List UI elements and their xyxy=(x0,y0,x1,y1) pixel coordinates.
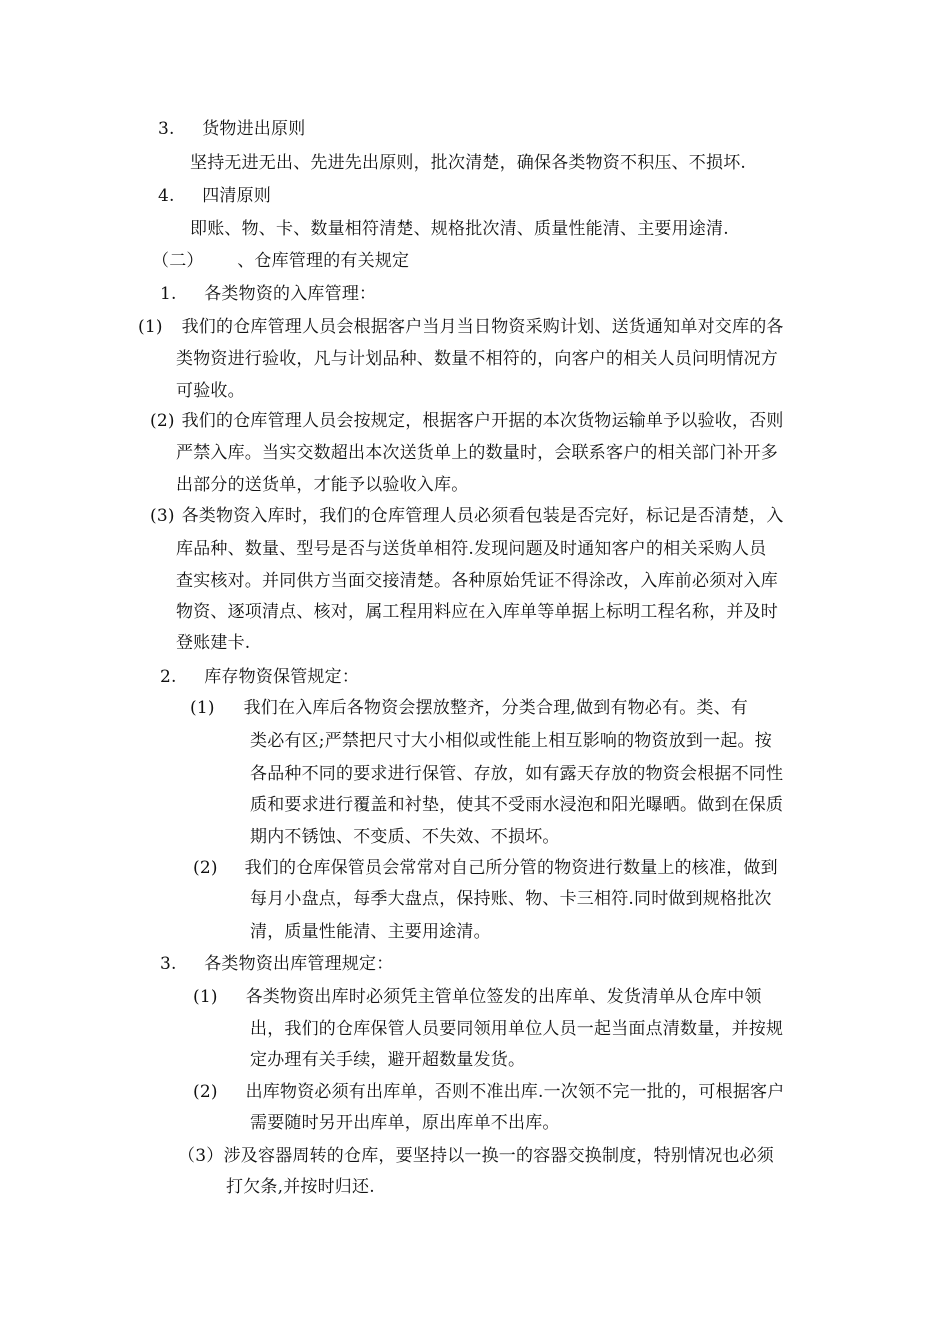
list-item xyxy=(138,316,784,338)
heading-number: 2. xyxy=(160,667,177,687)
paragraph-line: 各品种不同的要求进行保管、存放，如有露天存放的物资会根据不同性 xyxy=(250,764,784,784)
paragraph-line: 即账、物、卡、数量相符清楚、规格批次清、质量性能清、主要用途清. xyxy=(190,219,729,239)
heading-warehouse-rules xyxy=(152,250,409,272)
heading-number: 4. xyxy=(158,186,175,206)
item-number: (3) xyxy=(150,506,175,526)
paragraph-line: 出，我们的仓库保管人员要同领用单位人员一起当面点清数量，并按规 xyxy=(250,1019,784,1039)
item-number: (1) xyxy=(193,987,218,1007)
paragraph-line: 每月小盘点，每季大盘点，保持账、物、卡三相符.同时做到规格批次 xyxy=(250,889,772,909)
paragraph-line: 质和要求进行覆盖和衬垫，使其不受雨水浸泡和阳光曝晒。做到在保质 xyxy=(250,795,784,815)
paragraph-line: 坚持无进无出、先进先出原则，批次清楚，确保各类物资不积压、不损坏. xyxy=(190,153,747,173)
heading-title: 库存物资保管规定： xyxy=(204,667,360,687)
paragraph-line: 登账建卡. xyxy=(176,633,251,653)
heading-title: 四清原则 xyxy=(202,186,272,206)
list-item xyxy=(193,986,762,1008)
paragraph-line: 各类物资入库时，我们的仓库管理人员必须看包装是否完好，标记是否清楚，入 xyxy=(181,506,784,526)
item-number: (2) xyxy=(193,858,218,878)
paragraph-line: 各类物资出库时必须凭主管单位签发的出库单、发货清单从仓库中领 xyxy=(245,987,762,1007)
paragraph-line: 严禁入库。当实交数超出本次送货单上的数量时，会联系客户的相关部门补开多 xyxy=(176,443,778,463)
paragraph-line: 我们的仓库管理人员会根据客户当月当日物资采购计划、送货通知单对交库的各 xyxy=(181,317,784,337)
paragraph-line: 涉及容器周转的仓库，要坚持以一换一的容器交换制度，特别情况也必须 xyxy=(223,1146,775,1166)
heading-title: 各类物资出库管理规定： xyxy=(204,954,394,974)
paragraph-line: 打欠条,并按时归还. xyxy=(226,1177,375,1197)
paragraph-line: 定办理有关手续，避开超数量发货。 xyxy=(250,1050,526,1070)
heading-title: 货物进出原则 xyxy=(202,119,306,139)
item-number: （3） xyxy=(178,1146,224,1166)
paragraph-line: 我们在入库后各物资会摆放整齐，分类合理,做到有物必有。类、有 xyxy=(243,698,749,718)
list-item xyxy=(150,505,784,527)
paragraph-line: 清，质量性能清、主要用途清。 xyxy=(250,922,491,942)
list-item xyxy=(193,1081,784,1103)
paragraph-line: 期内不锈蚀、不变质、不失效、不损坏。 xyxy=(250,827,560,847)
heading-outbound xyxy=(160,953,393,975)
paragraph-line: 库品种、数量、型号是否与送货单相符.发现问题及时通知客户的相关采购人员 xyxy=(176,539,767,559)
heading-number: 3. xyxy=(158,119,175,139)
list-item xyxy=(190,697,748,719)
heading-number: 3. xyxy=(160,954,177,974)
paragraph-line: 我们的仓库保管员会常常对自己所分管的物资进行数量上的核准，做到 xyxy=(244,858,778,878)
paragraph-line: 类物资进行验收，凡与计划品种、数量不相符的，向客户的相关人员问明情况方 xyxy=(176,349,778,369)
heading-title: 各类物资的入库管理： xyxy=(204,284,377,304)
item-number: (2) xyxy=(150,411,175,431)
item-number: (1) xyxy=(190,698,215,718)
heading-title: 、仓库管理的有关规定 xyxy=(237,251,410,271)
heading-four-clear xyxy=(158,185,271,207)
paragraph-line: 我们的仓库管理人员会按规定，根据客户开据的本次货物运输单予以验收，否则 xyxy=(181,411,784,431)
list-item xyxy=(193,857,778,879)
heading-storage xyxy=(160,666,359,688)
heading-inbound xyxy=(160,283,376,305)
paragraph-line: 需要随时另开出库单，原出库单不出库。 xyxy=(250,1113,560,1133)
paragraph-line: 查实核对。并同供方当面交接清楚。各种原始凭证不得涂改，入库前必须对入库 xyxy=(176,571,778,591)
paragraph-line: 出部分的送货单，才能予以验收入库。 xyxy=(176,475,469,495)
item-number: (1) xyxy=(138,317,163,337)
list-item xyxy=(150,410,784,432)
heading-goods-in-out xyxy=(158,118,305,140)
heading-number: 1. xyxy=(160,284,177,304)
paragraph-line: 物资、逐项清点、核对，属工程用料应在入库单等单据上标明工程名称，并及时 xyxy=(176,602,778,622)
paragraph-line: 类必有区;严禁把尺寸大小相似或性能上相互影响的物资放到一起。按 xyxy=(250,731,772,751)
item-number: (2) xyxy=(193,1082,218,1102)
list-item xyxy=(178,1145,774,1167)
paragraph-line: 出库物资必须有出库单，否则不准出库.一次领不完一批的，可根据客户 xyxy=(245,1082,785,1102)
heading-number: （二） xyxy=(152,251,204,271)
paragraph-line: 可验收。 xyxy=(176,381,245,401)
